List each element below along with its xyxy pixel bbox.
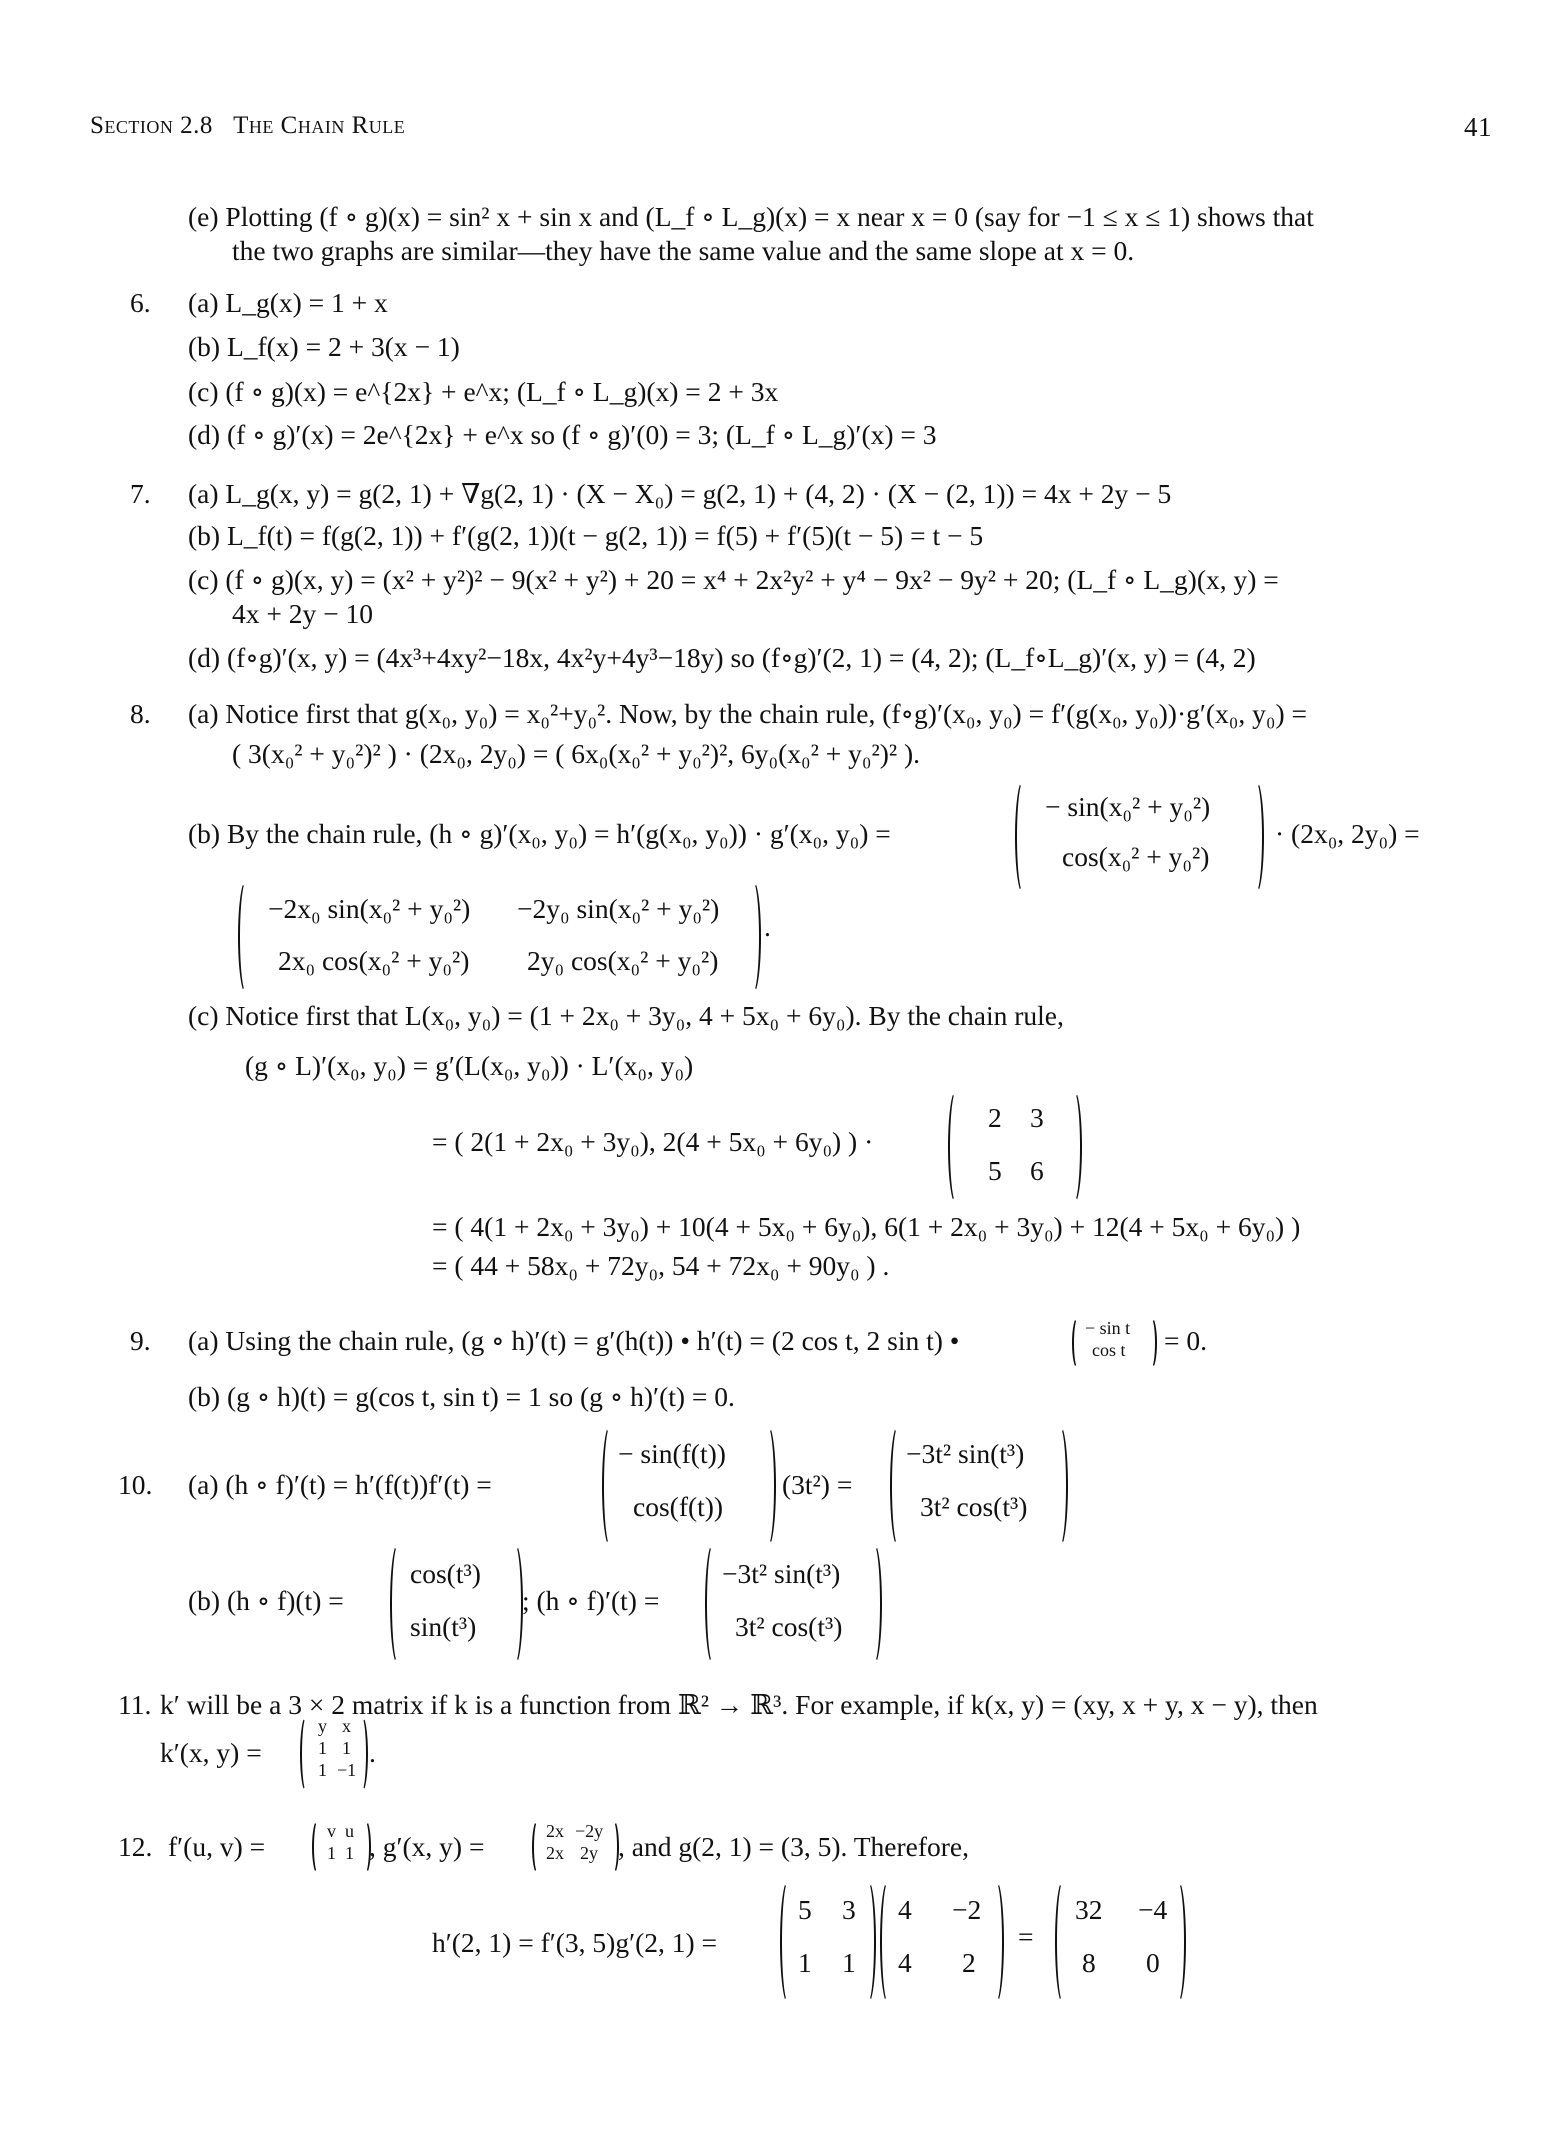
matrix-entry: 5 [798,1894,812,1925]
right-paren [866,1543,882,1665]
answer-8c-line1: (c) Notice first that L(x₀, y₀) = (1 + 2x₀ + 3y₀, 4 + 5x₀ + 6y₀). By the chain rule, [188,1000,1064,1031]
matrix-entry: 6 [1030,1155,1044,1186]
matrix-entry: u [345,1821,354,1841]
period: . [369,1737,376,1768]
matrix-entry: 2x₀ cos(x₀² + y₀²) [278,945,470,976]
problem-number-9: 9. [130,1325,151,1356]
left-paren [602,1425,618,1547]
right-paren [988,1880,1004,2004]
problem-number-12: 12. [118,1831,153,1862]
answer-9a-tail: = 0. [1164,1325,1208,1356]
answer-8a-line1: (a) Notice first that g(x₀, y₀) = x₀²+y₀². Now, by the chain rule, (f∘g)′(x₀, y₀) = f′(g(x₀, y₀))·g′(x₀, y₀) = [188,698,1307,729]
left-paren [390,1543,406,1665]
matrix-entry: −1 [337,1760,357,1780]
right-paren [1066,1090,1082,1204]
answer-8b-lead: (b) By the chain rule, (h ∘ g)′(x₀, y₀) = h′(g(x₀, y₀)) · g′(x₀, y₀) = [188,818,891,849]
vector-entry: −3t² sin(t³) [722,1558,841,1589]
answer-7c-line2: 4x + 2y − 10 [232,598,374,629]
vector-entry: cos(t³) [410,1558,481,1589]
vector-entry: 3t² cos(t³) [920,1491,1028,1522]
vector-entry: cos(f(t)) [633,1491,724,1522]
left-paren [880,1880,896,2004]
right-paren [760,1425,776,1547]
answer-12-tail: , and g(2, 1) = (3, 5). Therefore, [618,1831,969,1862]
vector-entry: − sin t [1085,1318,1131,1338]
matrix-entry: 3 [842,1894,856,1925]
answer-10a-mid: (3t²) = [782,1469,853,1500]
right-paren [356,1716,368,1792]
right-paren [507,1543,523,1665]
vector-entry: − sin(f(t)) [618,1438,726,1469]
matrix-entry: 2y₀ cos(x₀² + y₀²) [527,945,719,976]
answer-10b-lead: (b) (h ∘ f)(t) = [188,1585,344,1616]
right-paren [745,880,761,994]
matrix-entry: x [342,1716,351,1736]
right-paren [1170,1880,1186,2004]
matrix-entry: 3 [1030,1102,1044,1133]
answer-12-line2: h′(2, 1) = f′(3, 5)g′(2, 1) = [432,1927,718,1958]
matrix-entry: 4 [898,1947,912,1978]
section-heading: Section 2.8 The Chain Rule [90,112,406,139]
answer-5e-line1: (e) Plotting (f ∘ g)(x) = sin² x + sin x and (L_f ∘ L_g)(x) = x near x = 0 (say for −1 ≤ x ≤ 1) shows that [188,201,1314,232]
matrix-entry: 1 [345,1843,354,1863]
problem-number-6: 6. [130,287,151,318]
matrix-entry: 2y [580,1843,598,1863]
equals-sign: = [1018,1921,1034,1952]
answer-5e-line2: the two graphs are similar—they have the same value and the same slope at x = 0. [232,235,1135,266]
matrix-entry: 8 [1082,1947,1096,1978]
matrix-entry: 32 [1075,1894,1103,1925]
matrix-entry: 1 [342,1738,351,1758]
left-paren [238,880,254,994]
left-paren [1055,1880,1071,2004]
answer-6c: (c) (f ∘ g)(x) = e^{2x} + e^x; (L_f ∘ L_g)(x) = 2 + 3x [188,376,779,407]
right-paren [860,1880,876,2004]
matrix-entry: 1 [327,1843,336,1863]
answer-8c-line2: (g ∘ L)′(x₀, y₀) = g′(L(x₀, y₀)) · L′(x₀, y₀) [245,1050,694,1081]
matrix-entry: 2 [962,1947,976,1978]
period: . [764,911,771,942]
matrix-entry: 2x [546,1821,564,1841]
matrix-entry: 1 [842,1947,856,1978]
answer-8b-tail: · (2x₀, 2y₀) = [1275,818,1420,849]
problem-number-10: 10. [118,1469,153,1500]
answer-8a-line2: ( 3(x₀² + y₀²)² ) · (2x₀, 2y₀) = ( 6x₀(x₀² + y₀²)², 6y₀(x₀² + y₀²)² ). [232,738,921,769]
left-paren [705,1543,721,1665]
matrix-entry: 1 [798,1947,812,1978]
answer-12-mid: , g′(x, y) = [369,1831,485,1862]
answer-7c-line1: (c) (f ∘ g)(x, y) = (x² + y²)² − 9(x² + y²) + 20 = x⁴ + 2x²y² + y⁴ − 9x² − 9y² + 20; (L_f ∘ L_g)(x, y) = [188,564,1279,595]
problem-number-11: 11. [118,1689,152,1720]
answer-6b: (b) L_f(x) = 2 + 3(x − 1) [188,331,460,362]
vector-entry: cos t [1092,1340,1126,1360]
left-paren [890,1425,906,1547]
vector-entry: − sin(x₀² + y₀²) [1045,791,1211,822]
matrix-entry: 5 [988,1155,1002,1186]
answer-8c-line5: = ( 44 + 58x₀ + 72y₀, 54 + 72x₀ + 90y₀ ) . [432,1250,890,1281]
page-number: 41 [1464,112,1492,142]
answer-10a-lead: (a) (h ∘ f)′(t) = h′(f(t))f′(t) = [188,1469,492,1500]
matrix-entry: y [318,1716,327,1736]
answer-11-line2: k′(x, y) = [160,1737,262,1768]
answer-8c-line3: = ( 2(1 + 2x₀ + 3y₀), 2(4 + 5x₀ + 6y₀) ) · [432,1126,874,1157]
matrix-entry: −2y₀ sin(x₀² + y₀²) [517,893,720,924]
matrix-entry: −2 [952,1894,982,1925]
vector-entry: −3t² sin(t³) [906,1438,1025,1469]
left-paren [780,1880,796,2004]
running-header [90,112,1492,152]
left-paren [948,1090,964,1204]
answer-7a: (a) L_g(x, y) = g(2, 1) + ∇g(2, 1) · (X − X₀) = g(2, 1) + (4, 2) · (X − (2, 1)) = 4x + 2y − 5 [188,478,1172,509]
problem-number-8: 8. [130,698,151,729]
left-paren [532,1820,543,1874]
answer-6d: (d) (f ∘ g)′(x) = 2e^{2x} + e^x so (f ∘ g)′(0) = 3; (L_f ∘ L_g)′(x) = 3 [188,419,937,450]
matrix-entry: 1 [318,1760,327,1780]
answer-6a: (a) L_g(x) = 1 + x [188,287,388,318]
matrix-entry: 0 [1146,1947,1160,1978]
answer-9a: (a) Using the chain rule, (g ∘ h)′(t) = g′(h(t)) • h′(t) = (2 cos t, 2 sin t) • [188,1325,960,1356]
answer-11-line1: k′ will be a 3 × 2 matrix if k is a function from ℝ² → ℝ³. For example, if k(x, y) = (xy, x + y, x − y), then [160,1689,1318,1720]
answer-7b: (b) L_f(t) = f(g(2, 1)) + f′(g(2, 1))(t − g(2, 1)) = f(5) + f′(5)(t − 5) = t − 5 [188,520,984,551]
left-paren [1015,780,1031,894]
matrix-entry: −4 [1138,1894,1168,1925]
vector-entry: sin(t³) [410,1611,477,1642]
left-paren [312,1820,323,1874]
matrix-entry: 2 [988,1102,1002,1133]
right-paren [1248,780,1264,894]
answer-8c-line4: = ( 4(1 + 2x₀ + 3y₀) + 10(4 + 5x₀ + 6y₀), 6(1 + 2x₀ + 3y₀) + 12(4 + 5x₀ + 6y₀) ) [432,1211,1301,1242]
vector-entry: 3t² cos(t³) [735,1611,843,1642]
matrix-entry: −2y [575,1821,604,1841]
matrix-entry: 2x [546,1843,564,1863]
answer-12-lead: f′(u, v) = [168,1831,266,1862]
answer-9b: (b) (g ∘ h)(t) = g(cos t, sin t) = 1 so (g ∘ h)′(t) = 0. [188,1381,735,1412]
matrix-entry: 4 [898,1894,912,1925]
right-paren [1146,1317,1157,1369]
right-paren [1052,1425,1068,1547]
left-paren [300,1716,312,1792]
matrix-entry: −2x₀ sin(x₀² + y₀²) [268,893,471,924]
problem-number-7: 7. [130,478,151,509]
answer-7d: (d) (f∘g)′(x, y) = (4x³+4xy²−18x, 4x²y+4y³−18y) so (f∘g)′(2, 1) = (4, 2); (L_f∘L_g)′(x, y) = (4, 2) [188,642,1256,673]
matrix-entry: 1 [318,1738,327,1758]
answer-10b-mid: ; (h ∘ f)′(t) = [522,1585,660,1616]
left-paren [1072,1317,1083,1369]
matrix-entry: v [327,1821,336,1841]
vector-entry: cos(x₀² + y₀²) [1062,841,1210,872]
